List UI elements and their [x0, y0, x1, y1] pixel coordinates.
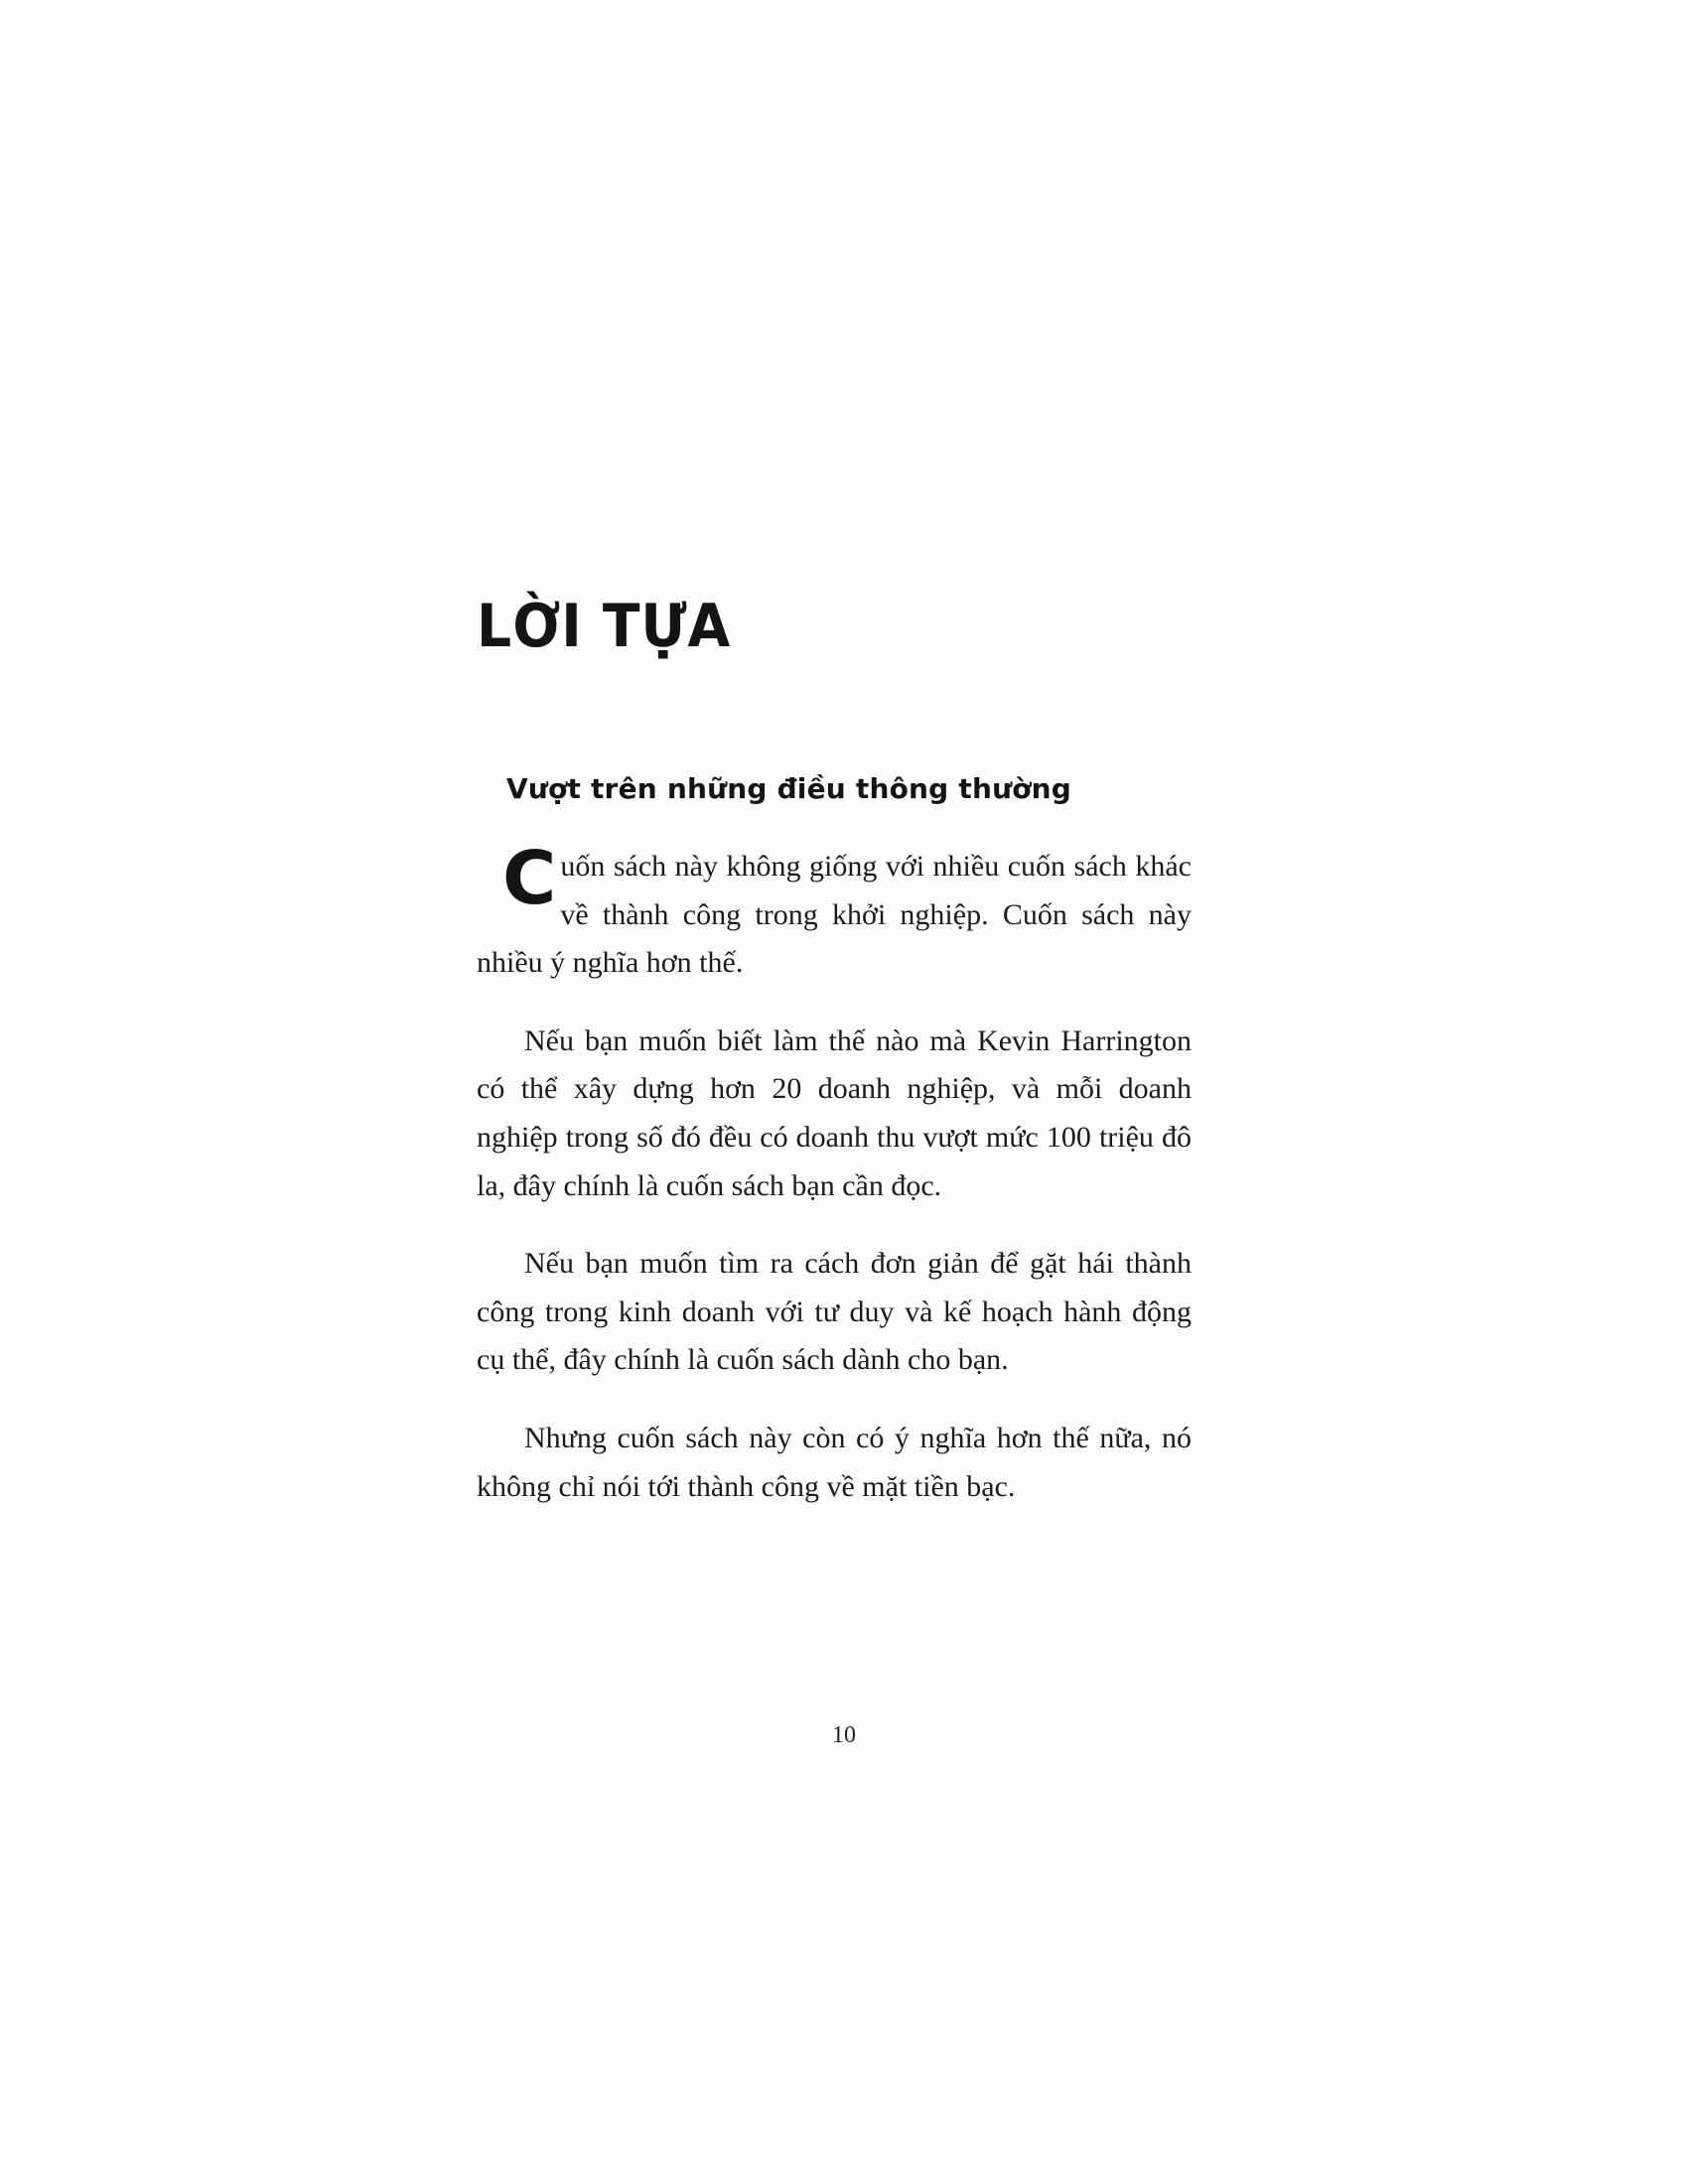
page-number: 10	[832, 1722, 856, 1748]
paragraph-2: Nếu bạn muốn biết làm thế nào mà Kevin Harrington có thể xây dựng hơn 20 doanh nghiệp, và mỗi doanh nghiệp trong số đó đều có doanh thu vượt mức 100 triệu đô la, đây chính là cuốn sách bạn cần đọc.	[477, 1024, 1192, 1202]
paragraph-4: Nhưng cuốn sách này còn có ý nghĩa hơn thế nữa, nó không chỉ nói tới thành công về mặt tiền bạc.	[477, 1421, 1192, 1503]
chapter-title: LỜI TỰA	[477, 592, 732, 661]
paragraph-3: Nếu bạn muốn tìm ra cách đơn giản để gặt hái thành công trong kinh doanh với tư duy và kế hoạch hành động cụ thể, đây chính là cuốn sách dành cho bạn.	[477, 1247, 1192, 1377]
paragraph-1-text: uốn sách này không giống với nhiều cuốn sách khác về thành công trong khởi nghiệp. Cuốn sách này nhiều ý nghĩa hơn thế.	[477, 850, 1192, 980]
section-heading: Vượt trên những điều thông thường	[506, 772, 1072, 805]
page-content	[477, 592, 1192, 1541]
paragraph-1	[477, 836, 1192, 988]
drop-cap: C	[502, 836, 557, 921]
